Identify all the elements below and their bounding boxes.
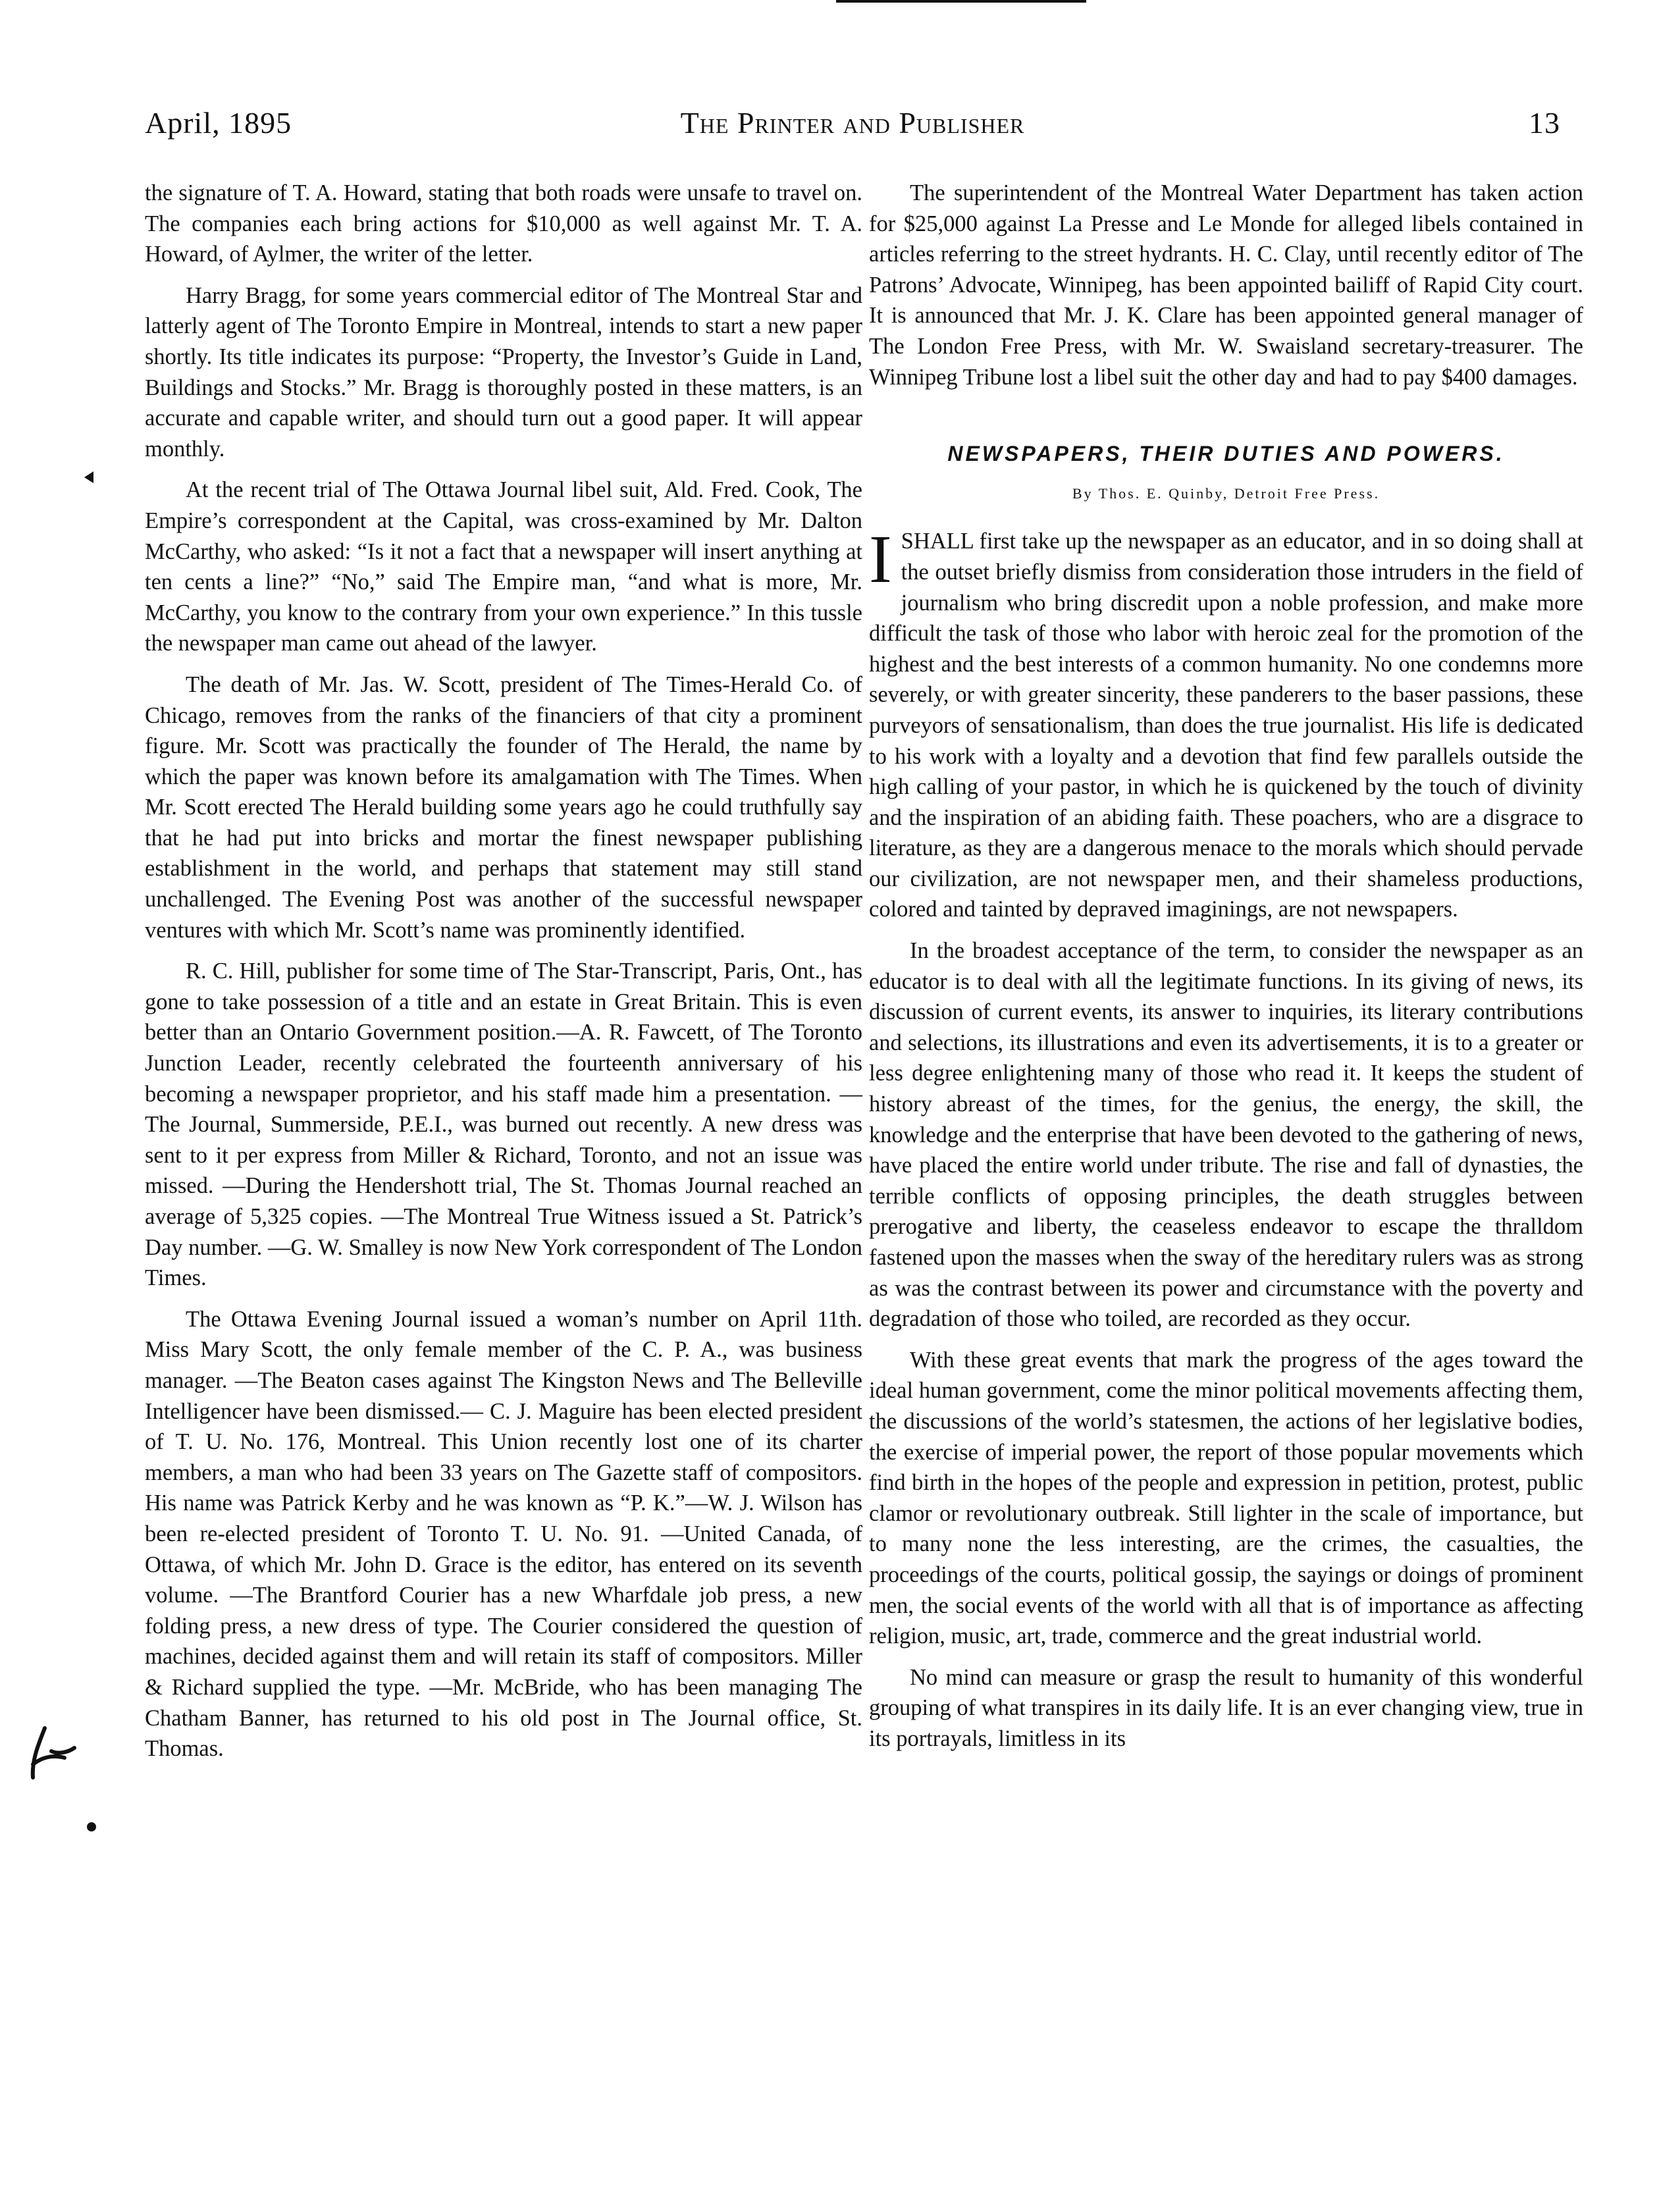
margin-arrow-mark <box>84 471 93 483</box>
article-byline: By Thos. E. Quinby, Detroit Free Press. <box>1072 485 1381 502</box>
page-number: 13 <box>1529 106 1560 140</box>
paragraph: The Ottawa Evening Journal issued a woman’s number on April 11th. Miss Mary Scott, the only female member of the C. P. A., was business manager. —The Beaton cases against The Kingston News and The Belleville Intelligencer have been dismissed.— C. J. Maguire has been elected president of T. U. No. 176, Montreal. This Union recently lost one of its charter members, a man who had been 33 years on The Gazette staff of compositors. His name was Patrick Kerby and he was known as “P. K.”—W. J. Wilson has been re-elected president of Toronto T. U. No. 91. —United Canada, of Ottawa, of which Mr. John D. Grace is the editor, has entered on its seventh volume. —The Brantford Courier has a new Wharfdale job press, a new folding press, a new dress of type. The Courier considered the question of machines, decided against them and will retain its staff of compositors. Miller & Richard supplied the type. —Mr. McBride, who has been managing The Chatham Banner, has returned to his old post in The Journal office, St. Thomas. <box>145 1306 862 1762</box>
paragraph: Harry Bragg, for some years commercial editor of The Montreal Star and latterly agent of The Toronto Empire in Montreal, intends to start a new paper shortly. Its title indicates its purpose: “Property, the Investor’s Guide in Land, Buildings and Stocks.” Mr. Bragg is thoroughly posted in these matters, is an accurate and capable writer, and should turn out a good paper. It will appear monthly. <box>145 282 862 461</box>
paragraph: R. C. Hill, publisher for some time of The Star-Transcript, Paris, Ont., has gone to take possession of a title and an estate in Great Britain. This is even better than an Ontario Government position.—A. R. Fawcett, of The Toronto Junction Leader, recently celebrated the fourteenth anniversary of his becoming a newspaper proprietor, and his staff made him a presentation. —The Journal, Summerside, P.E.I., was burned out recently. A new dress was sent to it per express from Miller & Richard, Toronto, and not an issue was missed. —During the Hendershott trial, The St. Thomas Journal reached an average of 5,325 copies. —The Montreal True Witness issued a St. Patrick’s Day number. —G. W. Smalley is now New York correspondent of The London Times. <box>145 959 862 1291</box>
left-column <box>145 178 862 1775</box>
article-first-text: SHALL first take up the newspaper as an educator, and in so doing shall at the outset briefly dismiss from consideration those intruders in the field of journalism who bring discredit upon a noble profession, and make more difficult the task of those who labor with heroic zeal for the promotion of the highest and the best interests of a common humanity. No one condemns more severely, or with greater sincerity, these panderers to the baser passions, these purveyors of sensationalism, than does the true journalist. His life is dedicated to his work with a loyalty and a devotion that find few parallels outside the high calling of your pastor, in which he is quickened by the touch of divinity and the inspiration of an abiding faith. These poachers, who are a disgrace to literature, as they are a dangerous menace to the morals which should pervade our civilization, are not newspaper men, and their shameless productions, colored and tainted by depraved imaginings, are not newspapers. <box>869 529 1583 922</box>
paragraph: The superintendent of the Montreal Water Department has taken action for $25,000 against La Presse and Le Monde for alleged libels contained in articles referring to the street hydrants. H. C. Clay, until recently editor of The Patrons’ Advocate, Winnipeg, has been appointed bailiff of Rapid City court. It is announced that Mr. J. K. Clare has been appointed general manager of The London Free Press, with Mr. W. Swaisland secretary-treasurer. The Winnipeg Tribune lost a libel suit the other day and had to pay $400 damages. <box>869 180 1583 390</box>
margin-scribble-mark <box>18 1725 78 1784</box>
drop-cap: I <box>869 521 892 598</box>
article-paragraph: With these great events that mark the progress of the ages toward the ideal human government, come the minor political movements affecting them, the discussions of the world’s statesmen, the actions of her legislative bodies, the exercise of imperial power, the report of those popular movements which find birth in the hopes of the people and expression in petition, protest, public clamor or revolutionary outbreak. Still lighter in the scale of importance, but to many none the less interesting, are the crimes, the casualties, the proceedings of the courts, political gossip, the sayings or doings of prominent men, the social events of the world with all that is of importance as affecting religion, music, art, trade, commerce and the great industrial world. <box>869 1347 1583 1649</box>
article-headline: NEWSPAPERS, THEIR DUTIES AND POWERS. <box>947 442 1505 466</box>
top-rule <box>836 0 1086 3</box>
article-paragraph: In the broadest acceptance of the term, to consider the newspaper as an educator is to deal with all the legitimate functions. In its giving of news, its discussion of current events, its answer to inquiries, its literary contributions and selections, its illustrations and even its advertisements, it is to a greater or less degree enlightening many of those who read it. It keeps the student of history abreast of the times, for the genius, the energy, the skill, the knowledge and the enterprise that have been devoted to the gathering of news, have placed the entire world under tribute. The rise and fall of dynasties, the terrible conflicts of opposing principles, the death struggles between prerogative and liberty, the ceaseless endeavor to escape the thralldom fastened upon the masses when the sway of the hereditary rulers was as strong as was the contrast between its power and circumstance with the poverty and degradation of those who toiled, are recorded as they occur. <box>869 938 1583 1332</box>
paragraph: At the recent trial of The Ottawa Journal libel suit, Ald. Fred. Cook, The Empire’s correspondent at the Capital, was cross-examined by Mr. Dalton McCarthy, who asked: “Is it not a fact that a newspaper will insert anything at ten cents a line?” “No,” said The Empire man, “and what is more, Mr. McCarthy, you know to the contrary from your own experience.” In this tussle the newspaper man came out ahead of the lawyer. <box>145 477 862 656</box>
right-column <box>869 178 1583 1765</box>
publication-title: The Printer and Publisher <box>680 106 1025 140</box>
margin-dot-mark <box>87 1822 96 1831</box>
issue-date: April, 1895 <box>145 106 292 140</box>
article-paragraph: No mind can measure or grasp the result to humanity of this wonderful grouping of what transpires in its daily life. It is an ever changing view, true in its portrayals, limitless in its <box>869 1664 1583 1751</box>
paragraph: The death of Mr. Jas. W. Scott, president of The Times-Herald Co. of Chicago, removes from the ranks of the financiers of that city a prominent figure. Mr. Scott was practically the founder of The Herald, the name by which the paper was known before its amalgamation with The Times. When Mr. Scott erected The Herald building some years ago he could truthfully say that he had put into bricks and mortar the finest newspaper publishing establishment in the world, and perhaps that statement may still stand unchallenged. The Evening Post was another of the successful newspaper ventures with which Mr. Scott’s name was prominently identified. <box>145 672 862 943</box>
paragraph: the signature of T. A. Howard, stating that both roads were unsafe to travel on. The companies each bring actions for $10,000 as well against Mr. T. A. Howard, of Aylmer, the writer of the letter. <box>145 180 862 267</box>
page-header <box>145 105 1560 158</box>
article-paragraph <box>869 521 1583 925</box>
